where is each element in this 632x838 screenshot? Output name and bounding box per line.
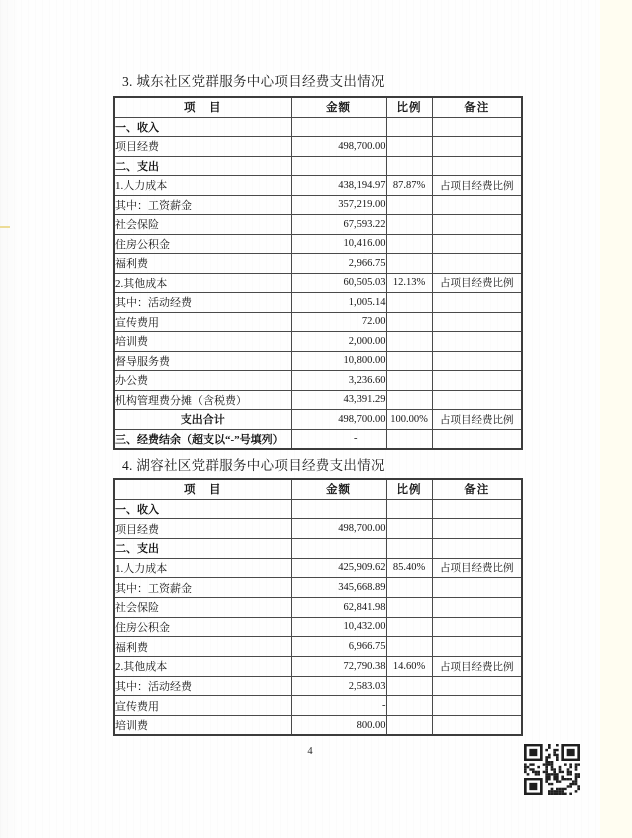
item-cell: 其中：工资薪金 — [114, 195, 291, 215]
amount-cell: 43,391.29 — [291, 390, 386, 410]
note-cell — [432, 696, 522, 716]
amount-cell: 60,505.03 — [291, 273, 386, 293]
ratio-cell — [386, 137, 432, 157]
table-row — [114, 617, 522, 637]
ratio-cell — [386, 617, 432, 637]
item-cell: 机构管理费分摊（含税费） — [114, 390, 291, 410]
ratio-cell — [386, 597, 432, 617]
table3-expense-table — [113, 96, 523, 450]
item-cell: 二、支出 — [114, 538, 291, 558]
ratio-cell — [386, 293, 432, 313]
ratio-cell — [386, 696, 432, 716]
note-cell — [432, 293, 522, 313]
table-row — [114, 538, 522, 558]
scan-artifact — [0, 226, 10, 228]
ratio-cell — [386, 371, 432, 391]
ratio-cell — [386, 519, 432, 539]
item-cell: 社会保险 — [114, 215, 291, 235]
col-header-ratio: 比例 — [386, 479, 432, 499]
amount-cell: 2,000.00 — [291, 332, 386, 352]
amount-cell: 498,700.00 — [291, 137, 386, 157]
ratio-cell: 85.40% — [386, 558, 432, 578]
table-row — [114, 195, 522, 215]
note-cell: 占项目经费比例 — [432, 657, 522, 677]
table-row — [114, 332, 522, 352]
note-cell — [432, 332, 522, 352]
item-cell: 2.其他成本 — [114, 273, 291, 293]
table4-expense-table — [113, 478, 523, 736]
item-cell: 二、支出 — [114, 156, 291, 176]
note-cell — [432, 254, 522, 274]
table-row — [114, 519, 522, 539]
amount-cell — [291, 499, 386, 519]
ratio-cell — [386, 499, 432, 519]
ratio-cell: 100.00% — [386, 410, 432, 430]
table-row — [114, 234, 522, 254]
item-cell: 1.人力成本 — [114, 558, 291, 578]
ratio-cell — [386, 215, 432, 235]
amount-cell: 438,194.97 — [291, 176, 386, 196]
scan-edge-strip — [600, 0, 632, 838]
col-header-item: 项 目 — [114, 97, 291, 117]
table-row — [114, 499, 522, 519]
note-cell — [432, 117, 522, 137]
col-header-ratio: 比例 — [386, 97, 432, 117]
ratio-cell — [386, 676, 432, 696]
table-row — [114, 156, 522, 176]
table-row — [114, 597, 522, 617]
col-header-amount: 金额 — [291, 97, 386, 117]
note-cell — [432, 156, 522, 176]
ratio-cell — [386, 578, 432, 598]
table-row — [114, 351, 522, 371]
note-cell — [432, 234, 522, 254]
ratio-cell: 14.60% — [386, 657, 432, 677]
header-row — [114, 97, 522, 117]
item-cell: 住房公积金 — [114, 617, 291, 637]
table-row — [114, 578, 522, 598]
table-row — [114, 117, 522, 137]
table-row — [114, 657, 522, 677]
item-cell: 培训费 — [114, 332, 291, 352]
note-cell — [432, 390, 522, 410]
ratio-cell: 87.87% — [386, 176, 432, 196]
ratio-cell — [386, 156, 432, 176]
item-cell: 社会保险 — [114, 597, 291, 617]
table-row — [114, 637, 522, 657]
amount-cell: 800.00 — [291, 716, 386, 736]
item-cell: 项目经费 — [114, 519, 291, 539]
amount-cell: 357,219.00 — [291, 195, 386, 215]
amount-cell: 498,700.00 — [291, 519, 386, 539]
note-cell: 占项目经费比例 — [432, 273, 522, 293]
table-row — [114, 371, 522, 391]
note-cell — [432, 312, 522, 332]
ratio-cell — [386, 538, 432, 558]
item-cell: 福利费 — [114, 254, 291, 274]
amount-cell: 2,966.75 — [291, 254, 386, 274]
note-cell: 占项目经费比例 — [432, 410, 522, 430]
ratio-cell — [386, 117, 432, 137]
ratio-cell — [386, 312, 432, 332]
table-row — [114, 215, 522, 235]
page-number: 4 — [307, 746, 313, 757]
ratio-cell — [386, 332, 432, 352]
item-cell: 宣传费用 — [114, 696, 291, 716]
item-cell: 三、经费结余（超支以“-”号填列） — [114, 429, 291, 449]
table-row — [114, 137, 522, 157]
amount-cell: 498,700.00 — [291, 410, 386, 430]
ratio-cell — [386, 351, 432, 371]
table-row — [114, 293, 522, 313]
note-cell — [432, 716, 522, 736]
item-cell: 支出合计 — [114, 410, 291, 430]
table3-title: 3. 城东社区党群服务中心项目经费支出情况 — [122, 74, 385, 89]
amount-cell: - — [291, 696, 386, 716]
item-cell: 督导服务费 — [114, 351, 291, 371]
amount-cell: 345,668.89 — [291, 578, 386, 598]
amount-cell: 3,236.60 — [291, 371, 386, 391]
note-cell: 占项目经费比例 — [432, 176, 522, 196]
table-row — [114, 676, 522, 696]
note-cell — [432, 676, 522, 696]
item-cell: 住房公积金 — [114, 234, 291, 254]
table-row — [114, 696, 522, 716]
ratio-cell — [386, 254, 432, 274]
note-cell — [432, 499, 522, 519]
amount-cell: 6,966.75 — [291, 637, 386, 657]
item-cell: 办公费 — [114, 371, 291, 391]
amount-cell: 67,593.22 — [291, 215, 386, 235]
ratio-cell — [386, 234, 432, 254]
amount-cell: 10,416.00 — [291, 234, 386, 254]
item-cell: 其中：活动经费 — [114, 293, 291, 313]
item-cell: 2.其他成本 — [114, 657, 291, 677]
note-cell: 占项目经费比例 — [432, 558, 522, 578]
item-cell: 其中：工资薪金 — [114, 578, 291, 598]
note-cell — [432, 578, 522, 598]
amount-cell: 1,005.14 — [291, 293, 386, 313]
amount-cell: 72.00 — [291, 312, 386, 332]
note-cell — [432, 519, 522, 539]
amount-cell: 2,583.03 — [291, 676, 386, 696]
note-cell — [432, 215, 522, 235]
table-row — [114, 429, 522, 449]
table-row — [114, 273, 522, 293]
amount-cell: 10,800.00 — [291, 351, 386, 371]
item-cell: 培训费 — [114, 716, 291, 736]
col-header-amount: 金额 — [291, 479, 386, 499]
item-cell: 宣传费用 — [114, 312, 291, 332]
table-row — [114, 176, 522, 196]
amount-cell: 62,841.98 — [291, 597, 386, 617]
ratio-cell: 12.13% — [386, 273, 432, 293]
table-row — [114, 558, 522, 578]
note-cell — [432, 429, 522, 449]
amount-cell: - — [291, 429, 386, 449]
note-cell — [432, 597, 522, 617]
note-cell — [432, 637, 522, 657]
ratio-cell — [386, 195, 432, 215]
table4-title: 4. 湖容社区党群服务中心项目经费支出情况 — [122, 458, 385, 473]
amount-cell: 10,432.00 — [291, 617, 386, 637]
ratio-cell — [386, 429, 432, 449]
note-cell — [432, 617, 522, 637]
ratio-cell — [386, 716, 432, 736]
ratio-cell — [386, 390, 432, 410]
item-cell: 一、收入 — [114, 117, 291, 137]
item-cell: 一、收入 — [114, 499, 291, 519]
ratio-cell — [386, 637, 432, 657]
amount-cell: 425,909.62 — [291, 558, 386, 578]
note-cell — [432, 351, 522, 371]
note-cell — [432, 195, 522, 215]
amount-cell — [291, 538, 386, 558]
note-cell — [432, 371, 522, 391]
table-row — [114, 716, 522, 736]
col-header-note: 备注 — [432, 97, 522, 117]
table-row — [114, 312, 522, 332]
header-row — [114, 479, 522, 499]
item-cell: 1.人力成本 — [114, 176, 291, 196]
note-cell — [432, 538, 522, 558]
amount-cell — [291, 156, 386, 176]
note-cell — [432, 137, 522, 157]
table-row — [114, 254, 522, 274]
table-row — [114, 390, 522, 410]
table-row — [114, 410, 522, 430]
item-cell: 福利费 — [114, 637, 291, 657]
item-cell: 其中：活动经费 — [114, 676, 291, 696]
item-cell: 项目经费 — [114, 137, 291, 157]
qr-code-stamp — [524, 744, 580, 795]
amount-cell — [291, 117, 386, 137]
col-header-note: 备注 — [432, 479, 522, 499]
amount-cell: 72,790.38 — [291, 657, 386, 677]
col-header-item: 项 目 — [114, 479, 291, 499]
